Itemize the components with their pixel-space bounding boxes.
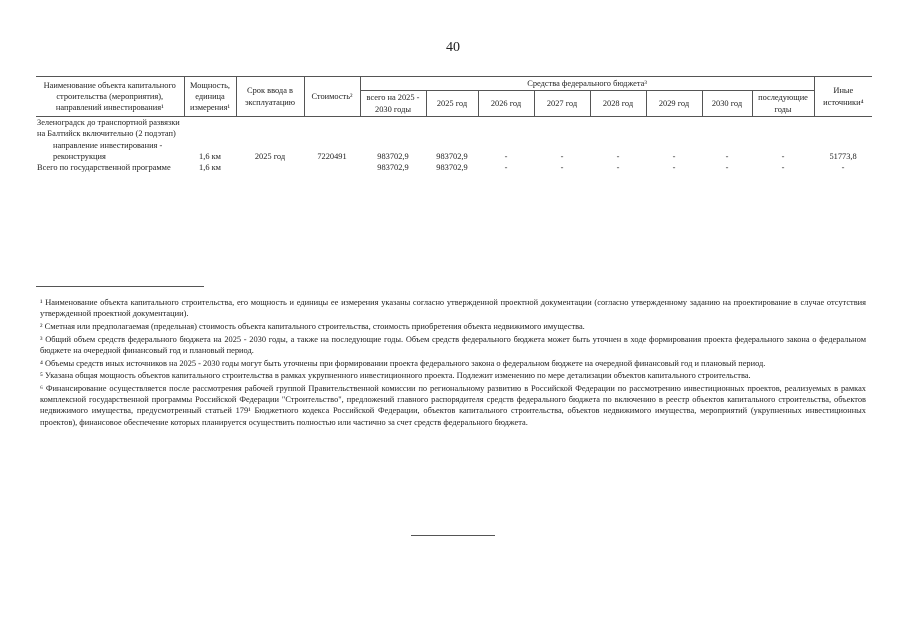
header-commissioning-term: Срок ввода в эксплуатацию — [236, 77, 304, 117]
row-y2026: - — [504, 152, 508, 162]
header-cost: Стоимость² — [304, 77, 360, 117]
row-capacity: 1,6 км — [199, 163, 221, 173]
header-year-2029: 2029 год — [646, 91, 702, 117]
row-y2028: - — [616, 163, 620, 173]
header-year-2027: 2027 год — [534, 91, 590, 117]
row-total: 983702,9 — [377, 152, 409, 162]
header-other-sources: Иные источники⁴ — [814, 77, 872, 117]
row-y2030: - — [725, 163, 729, 173]
footnotes — [40, 297, 866, 429]
header-federal-budget: Средства федерального бюджета³ — [360, 77, 814, 91]
header-total: всего на 2025 - 2030 годы — [360, 91, 426, 117]
row-total: 983702,9 — [377, 163, 409, 173]
row-y2027: - — [560, 163, 564, 173]
row-cost: 7220491 — [317, 152, 347, 162]
footnote-5: ⁵ Указана общая мощность объектов капитального строительства в рамках укрупненного инвестиционного проекта. Подлежит изменению по мере детализации объектов капитального строительства. — [40, 371, 751, 381]
header-object-name: Наименование объекта капитального строительства (мероприятия), направлений инвестирования¹ — [36, 77, 184, 117]
row-y2026: - — [504, 163, 508, 173]
row-y2027: - — [560, 152, 564, 162]
page-number: 40 — [446, 40, 460, 55]
budget-table — [36, 76, 872, 174]
row-later: - — [781, 163, 785, 173]
table-row — [36, 151, 872, 162]
row-capacity: 1,6 км — [199, 152, 221, 162]
footnote-6: ⁶ Финансирование осуществляется после рассмотрения рабочей группой Правительственной комиссии по региональному развитию в Российской Федерации по рассмотрению инвестиционных проектов, реализуемых в рамках комплексной государственной программы Российской Федерации "Строительство", предложений главного распорядителя средств федерального бюджета по включению в реестр объектов капитального строительства, объектов недвижимого имущества, предусмотренный статьей 179¹ Бюджетного кодекса Российской Федерации, объектов капитального строительства, объектов недвижимого имущества, мероприятий (укрупненных инвестиционных проектов), финансовое обеспечение которых планируется осуществить полностью или частично за счет средств федерального бюджета. — [40, 383, 866, 427]
row-y2030: - — [725, 152, 729, 162]
header-year-2026: 2026 год — [478, 91, 534, 117]
footnote-3: ³ Общий объем средств федерального бюджета на 2025 - 2030 годы, а также на последующие годы. Объем средств федерального бюджета может быть уточнен в ходе формирования проекта федерального закона о федеральном бюджете на очередной финансовый год и плановый период. — [40, 334, 866, 355]
row-other: 51773,8 — [829, 152, 857, 162]
row-name: Всего по государственной программе — [37, 163, 171, 173]
row-later: - — [781, 152, 785, 162]
table-row — [36, 162, 872, 173]
footnote-1: ¹ Наименование объекта капитального строительства, его мощность и единицы ее измерения указаны согласно утвержденной проектной документации (согласно утвержденному заданию на проектирование в случае отсутствия утвержденной проектной документации). — [40, 298, 866, 319]
object-name-cell: Зеленоградск до транспортной развязки на Балтийск включительно (2 подэтап) — [37, 118, 180, 139]
row-name: реконструкция — [53, 152, 106, 162]
row-term: 2025 год — [254, 152, 286, 162]
header-year-2025: 2025 год — [426, 91, 478, 117]
row-cost — [304, 162, 360, 173]
end-separator — [411, 535, 495, 536]
header-later-years: последующие годы — [752, 91, 814, 117]
footnote-separator — [36, 286, 204, 287]
header-year-2030: 2030 год — [702, 91, 752, 117]
row-y2029: - — [672, 163, 676, 173]
row-term — [236, 162, 304, 173]
row-y2025: 983702,9 — [436, 152, 468, 162]
header-capacity: Мощность, единица измерения¹ — [184, 77, 236, 117]
row-other: - — [841, 163, 845, 173]
footnote-4: ⁴ Объемы средств иных источников на 2025 - 2030 годы могут быть уточнены при формировании проекта федерального закона о федеральном бюджете на очередной финансовый год и плановый период. — [40, 358, 766, 368]
direction-label: направление инвестирования - — [53, 140, 163, 150]
footnote-2: ² Сметная или предполагаемая (предельная) стоимость объекта капитального строительства, стоимость приобретения объекта недвижимого имущества. — [40, 321, 585, 331]
header-year-2028: 2028 год — [590, 91, 646, 117]
row-y2025: 983702,9 — [436, 163, 468, 173]
row-y2029: - — [672, 152, 676, 162]
row-y2028: - — [616, 152, 620, 162]
